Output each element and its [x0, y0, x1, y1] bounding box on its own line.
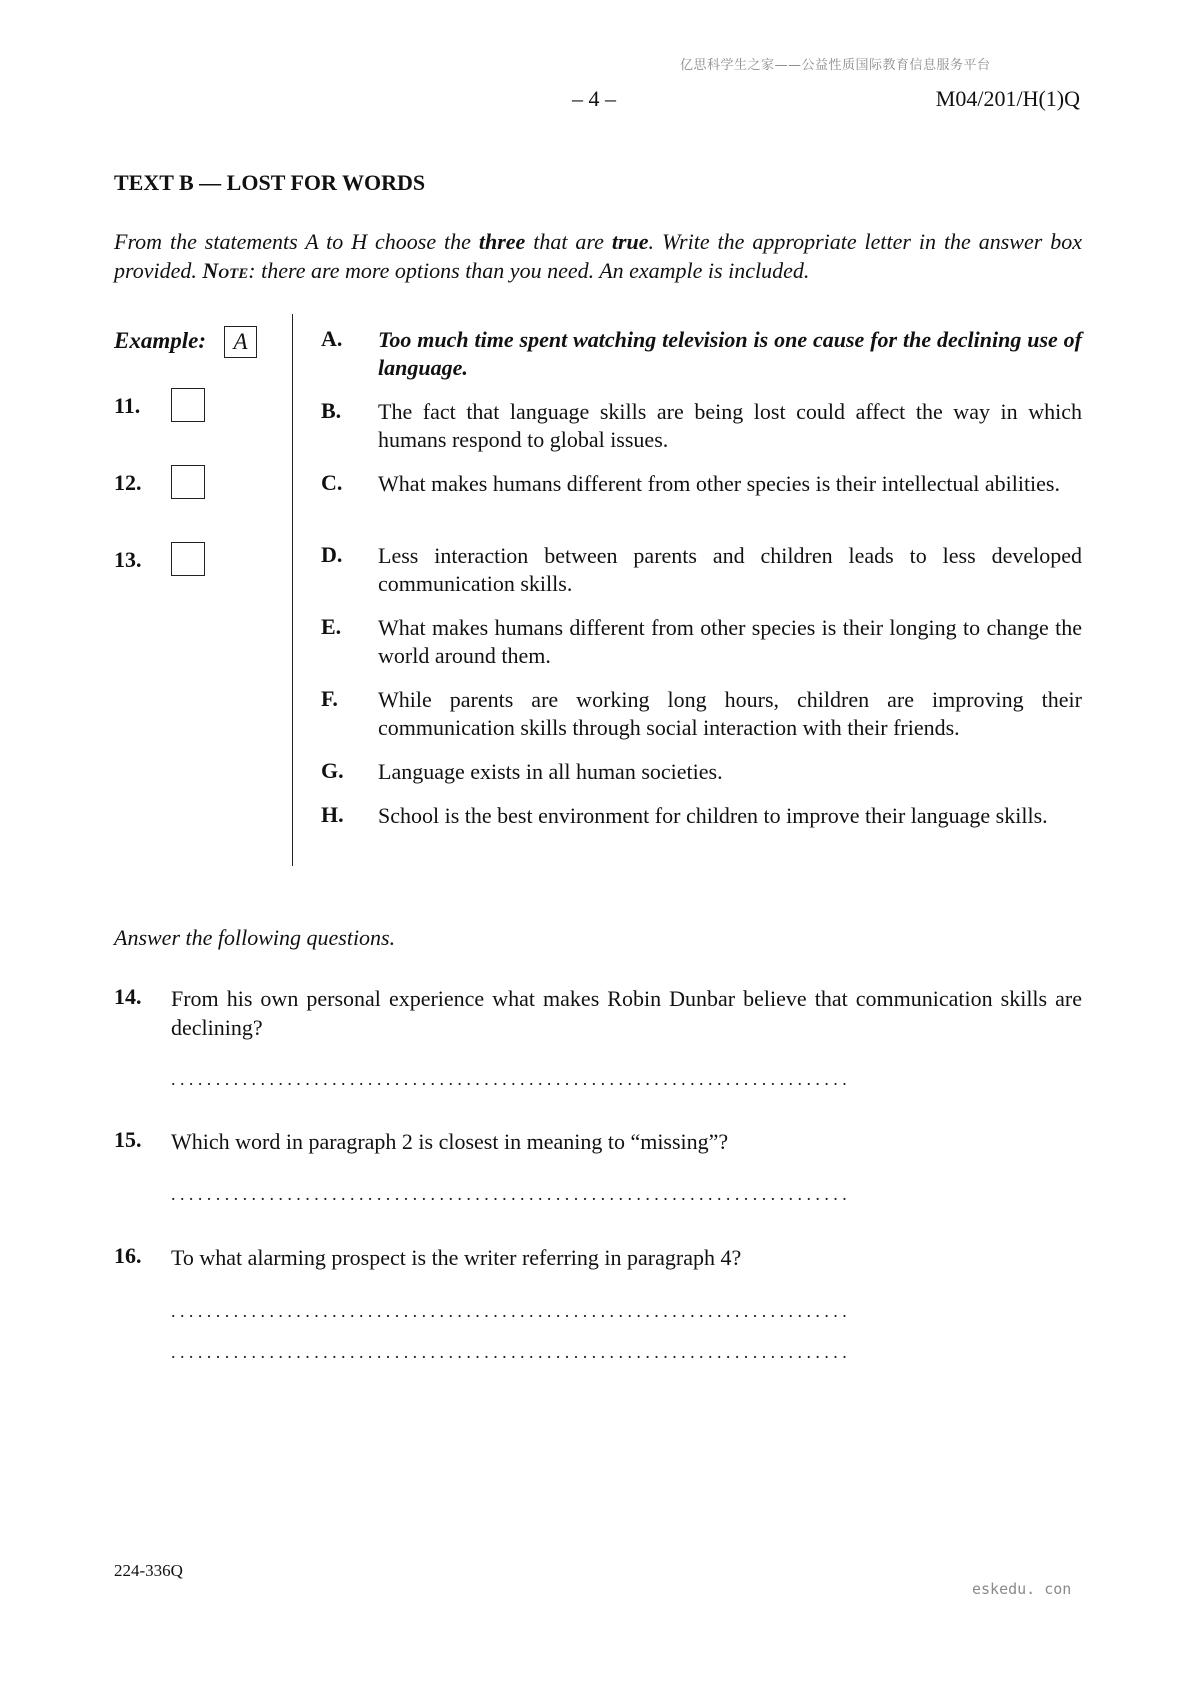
- answer-line-16b[interactable]: ............................................................................: [171, 1342, 852, 1362]
- statement-letter-b: B.: [321, 398, 342, 423]
- footer-code: 224-336Q: [114, 1561, 183, 1580]
- example-answer-box: A: [224, 326, 257, 358]
- watermark-footer: eskedu. con: [972, 1580, 1072, 1598]
- answer-number-13: 13.: [114, 547, 142, 572]
- answer-number-11: 11.: [114, 393, 141, 418]
- question-text-15: Which word in paragraph 2 is closest in meaning to “missing”?: [171, 1129, 729, 1154]
- instructions: From the statements A to H choose the three that are true. Write the appropriate letter in the answer box provided. Note: there are more options than you need. An example is included.: [114, 229, 1083, 283]
- watermark-header: 亿思科学生之家——公益性质国际教育信息服务平台: [680, 58, 991, 73]
- statement-letter-f: F.: [321, 686, 338, 711]
- question-number-15: 15.: [114, 1127, 142, 1152]
- answer-intro: Answer the following questions.: [114, 925, 396, 950]
- statement-text-g: Language exists in all human societies.: [378, 759, 723, 784]
- statement-letter-g: G.: [321, 758, 344, 783]
- answer-box-13[interactable]: [171, 542, 205, 576]
- statement-letter-h: H.: [321, 802, 344, 827]
- question-number-14: 14.: [114, 984, 142, 1009]
- statement-letter-c: C.: [321, 470, 343, 495]
- statement-letter-d: D.: [321, 542, 343, 567]
- page-number: – 4 –: [572, 86, 616, 111]
- statement-text-f: While parents are working long hours, children are improving their communication skills through social interaction with their friends.: [378, 687, 1082, 740]
- answer-line-15[interactable]: ............................................................................: [171, 1184, 852, 1204]
- statement-text-h: School is the best environment for children to improve their language skills.: [378, 803, 1048, 828]
- section-title: TEXT B — LOST FOR WORDS: [114, 170, 426, 195]
- statement-letter-a: A.: [321, 326, 343, 351]
- question-text-14: From his own personal experience what makes Robin Dunbar believe that communication skills are declining?: [171, 986, 1082, 1040]
- answer-line-14[interactable]: ............................................................................: [171, 1069, 852, 1089]
- question-text-16: To what alarming prospect is the writer referring in paragraph 4?: [171, 1245, 742, 1270]
- answer-line-16a[interactable]: ............................................................................: [171, 1301, 852, 1321]
- statement-text-c: What makes humans different from other species is their intellectual abilities.: [378, 471, 1060, 496]
- answer-box-11[interactable]: [171, 388, 205, 422]
- statement-text-b: The fact that language skills are being lost could affect the way in which humans respond to global issues.: [378, 399, 1082, 452]
- statement-text-d: Less interaction between parents and children leads to less developed communication skills.: [378, 543, 1082, 596]
- column-divider: [292, 314, 293, 866]
- answer-number-12: 12.: [114, 470, 142, 495]
- example-label: Example:: [114, 328, 206, 353]
- statement-text-e: What makes humans different from other species is their longing to change the world around them.: [378, 615, 1082, 668]
- paper-code: M04/201/H(1)Q: [935, 86, 1080, 111]
- answer-box-12[interactable]: [171, 465, 205, 499]
- statement-text-a: Too much time spent watching television is one cause for the declining use of language.: [378, 327, 1082, 380]
- question-number-16: 16.: [114, 1243, 142, 1268]
- statement-letter-e: E.: [321, 614, 342, 639]
